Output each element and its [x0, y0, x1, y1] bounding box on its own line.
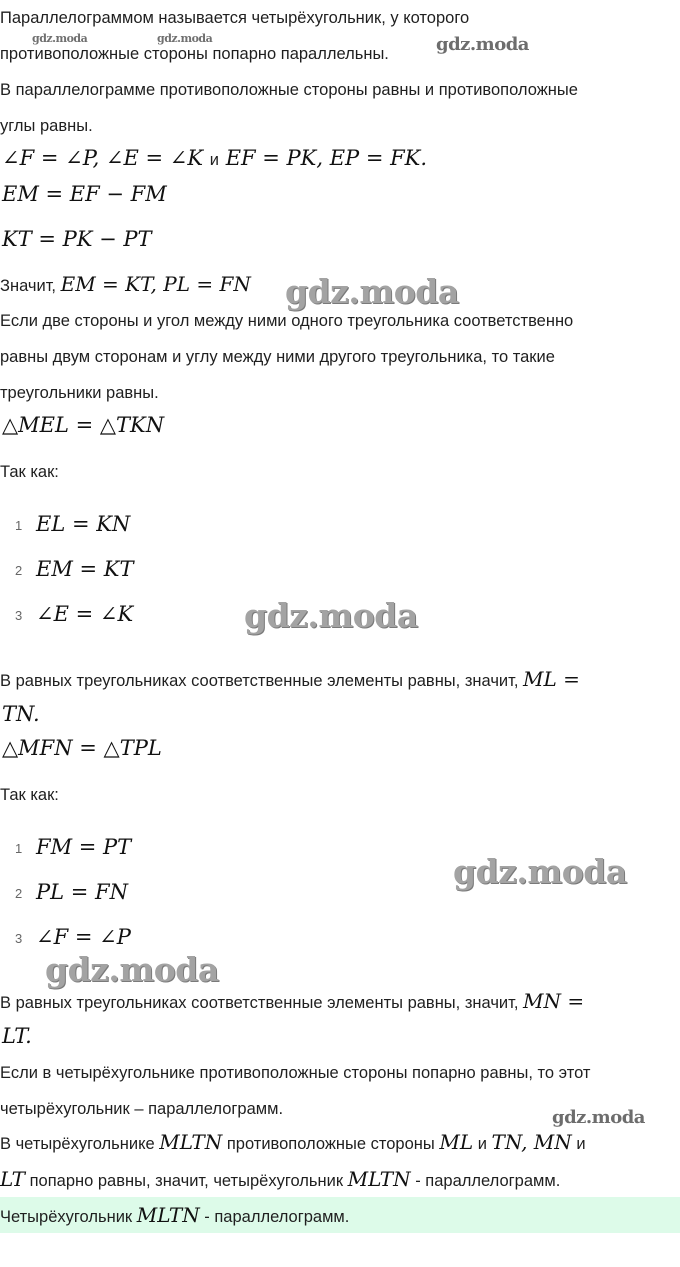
text-fragment: и — [576, 1135, 586, 1153]
watermark: gdz.moda — [552, 1107, 645, 1128]
list-item-equation: FM = PT — [36, 835, 132, 859]
text-fragment: - параллелограмм. — [415, 1172, 561, 1190]
math-fragment: ML — [439, 1130, 474, 1154]
therefore-text: Значит, — [0, 277, 57, 295]
parallelogram-rule-line-1: Если в четырёхугольнике противоположные стороны попарно равны, то этот — [0, 1064, 591, 1082]
list-item-number: 1 — [15, 518, 23, 533]
property-line-2: углы равны. — [0, 117, 93, 135]
equation-angles-sides — [2, 146, 427, 172]
since-label-1: Так как: — [0, 463, 59, 481]
conclusion-line-2b: LT. — [2, 1024, 32, 1048]
text-fragment: Четырёхугольник — [0, 1208, 133, 1226]
final-conclusion-text — [0, 1205, 349, 1227]
watermark: gdz.moda — [285, 272, 459, 311]
text-fragment: В четырёхугольнике — [0, 1135, 155, 1153]
conclusion-equation: MN = — [523, 989, 585, 1013]
list-item-number: 2 — [15, 886, 23, 901]
triangle-equality-1: △MEL = △TKN — [2, 413, 165, 437]
list-item-equation: PL = FN — [36, 880, 128, 904]
math-fragment: MLTN — [159, 1130, 223, 1154]
therefore-equation: EM = KT, PL = FN — [60, 272, 251, 296]
list-item-number: 2 — [15, 563, 23, 578]
conclusion-line-1a — [0, 669, 580, 691]
text-fragment: противоположные стороны — [226, 1135, 435, 1153]
equation-em: EM = EF − FM — [2, 182, 167, 206]
math-fragment: MLTN — [347, 1167, 411, 1191]
equation-sides: EF = PK, EP = FK. — [225, 146, 428, 170]
math-fragment: LT — [0, 1167, 25, 1191]
list-item-number: 1 — [15, 841, 23, 856]
text-fragment: - параллелограмм. — [204, 1208, 350, 1226]
parallelogram-rule-line-2: четырёхугольник – параллелограмм. — [0, 1100, 284, 1118]
equation-kt: KT = PK − PT — [2, 227, 152, 251]
final-reasoning-line-1 — [0, 1132, 586, 1154]
since-label-2: Так как: — [0, 786, 59, 804]
watermark: gdz.moda — [436, 34, 529, 55]
conclusion-line-2a — [0, 991, 584, 1013]
conclusion-line-1b: TN. — [2, 702, 40, 726]
sas-rule-line-1: Если две стороны и угол между ними одного треугольника соответственно — [0, 312, 574, 330]
watermark: gdz.moda — [32, 32, 88, 45]
equation-angles: ∠F = ∠P, ∠E = ∠K — [2, 146, 204, 170]
final-reasoning-line-2 — [0, 1169, 560, 1191]
math-fragment: MLTN — [136, 1203, 200, 1227]
sas-rule-line-3: треугольники равны. — [0, 384, 159, 402]
list-item-number: 3 — [15, 931, 23, 946]
math-fragment: TN, MN — [491, 1130, 572, 1154]
therefore-line — [0, 274, 251, 296]
list-item-equation: ∠F = ∠P — [36, 925, 131, 949]
conclusion-text: В равных треугольниках соответственные элементы равны, значит, — [0, 672, 519, 690]
definition-line-1: Параллелограммом называется четырёхугольник, у которого — [0, 9, 470, 27]
watermark: gdz.moda — [157, 32, 213, 45]
property-line-1: В параллелограмме противоположные стороны равны и противоположные — [0, 81, 578, 99]
list-item-equation: ∠E = ∠K — [36, 602, 134, 626]
watermark: gdz.moda — [45, 950, 219, 989]
list-item-equation: EL = KN — [36, 512, 131, 536]
list-item-number: 3 — [15, 608, 23, 623]
watermark: gdz.moda — [453, 852, 627, 891]
text-fragment: и — [477, 1135, 487, 1153]
sas-rule-line-2: равны двум сторонам и углу между ними другого треугольника, то такие — [0, 348, 555, 366]
conclusion-equation: ML = — [523, 667, 580, 691]
list-item-equation: EM = KT — [36, 557, 134, 581]
watermark: gdz.moda — [244, 596, 418, 635]
conclusion-text: В равных треугольниках соответственные элементы равны, значит, — [0, 994, 519, 1012]
triangle-equality-2: △MFN = △TPL — [2, 736, 162, 760]
final-conclusion-box — [0, 1197, 680, 1233]
definition-line-2: противоположные стороны попарно параллельны. — [0, 45, 389, 63]
conjunction: и — [209, 151, 219, 169]
text-fragment: попарно равны, значит, четырёхугольник — [29, 1172, 344, 1190]
